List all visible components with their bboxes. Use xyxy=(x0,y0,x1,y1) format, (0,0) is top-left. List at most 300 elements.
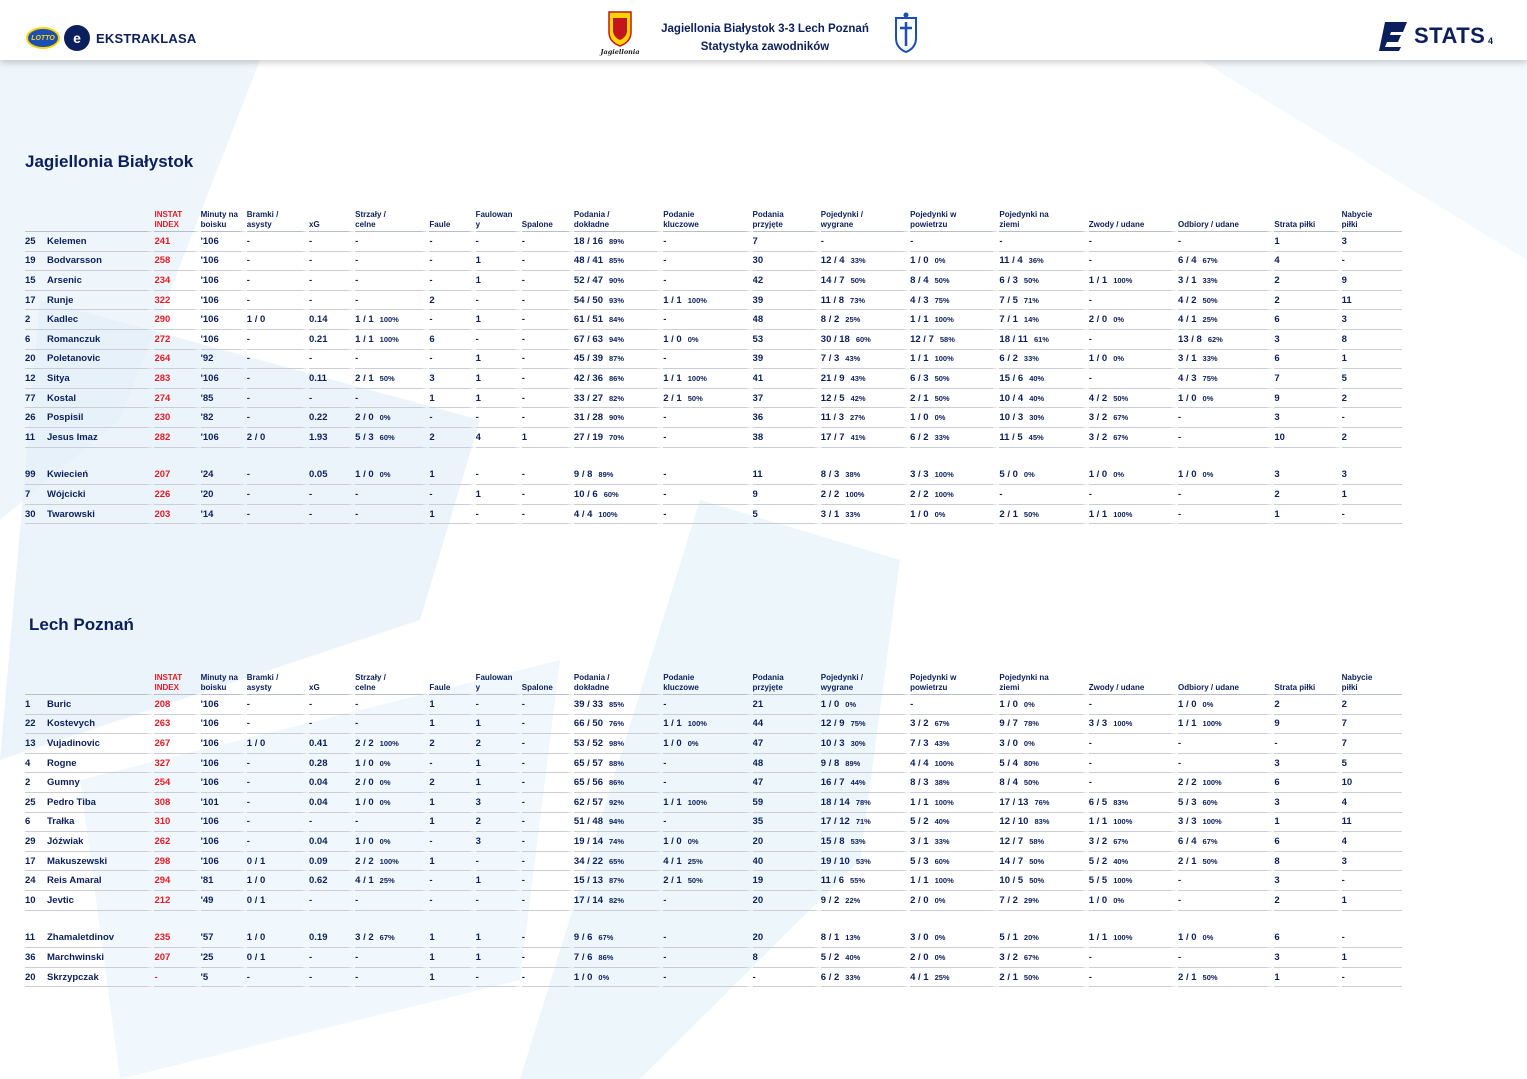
column-header xyxy=(753,208,821,232)
min-value: '106 xyxy=(200,855,219,867)
loss-cell xyxy=(1274,350,1341,370)
ground-cell xyxy=(999,271,1088,291)
xg-value: 0.19 xyxy=(309,932,328,944)
xg-value: 0.22 xyxy=(309,412,328,424)
home-player-stats-table xyxy=(25,208,1402,524)
ground-percent: 50% xyxy=(1029,856,1045,866)
key-value: - xyxy=(663,894,667,906)
recv-cell xyxy=(753,968,821,988)
drib-cell xyxy=(1089,369,1178,389)
duels-percent: 33% xyxy=(845,509,861,519)
player-name: Skrzypczak xyxy=(47,971,99,983)
passes-value: 65 / 57 xyxy=(573,757,603,769)
drib-value: 2 / 0 xyxy=(1088,314,1108,326)
index-cell xyxy=(154,813,200,833)
spacer-cell xyxy=(355,911,429,929)
recv-value: 35 xyxy=(752,816,764,828)
column-header xyxy=(522,208,574,232)
duels-cell xyxy=(821,310,910,330)
ground-cell xyxy=(999,773,1088,793)
passes-value: 66 / 50 xyxy=(573,718,603,730)
player-name: Jevtic xyxy=(47,894,74,906)
recov-cell xyxy=(1342,252,1402,272)
min-cell xyxy=(201,428,247,448)
recv-cell xyxy=(753,948,821,968)
offside-value: - xyxy=(521,816,525,828)
recv-cell xyxy=(753,852,821,872)
table-row xyxy=(25,310,1402,330)
fouled-cell xyxy=(476,408,522,428)
passes-cell xyxy=(574,485,663,505)
recv-value: 44 xyxy=(752,718,764,730)
player-name: Arsenic xyxy=(47,274,82,286)
column-header xyxy=(247,671,309,695)
column-header-label: Podania przyjęte xyxy=(752,210,784,229)
fouled-cell xyxy=(476,291,522,311)
duels-value: 7 / 3 xyxy=(820,353,840,365)
shots-cell xyxy=(355,695,429,715)
min-value: '92 xyxy=(200,353,214,365)
key-cell xyxy=(663,389,752,409)
air-percent: 40% xyxy=(934,817,950,827)
passes-cell xyxy=(574,291,663,311)
air-cell xyxy=(910,832,999,852)
tackles-value: 4 / 2 xyxy=(1178,294,1197,306)
column-header xyxy=(821,208,910,232)
player-name: Wójcicki xyxy=(47,488,86,500)
fouls-cell xyxy=(429,929,475,949)
min-cell xyxy=(201,754,247,774)
player-cell xyxy=(25,715,154,735)
loss-cell xyxy=(1274,734,1341,754)
tackles-cell xyxy=(1178,948,1274,968)
column-header-label: Faulowan y xyxy=(475,673,513,692)
shots-value: 2 / 0 xyxy=(355,412,374,424)
ga-value: 1 / 0 xyxy=(246,737,266,749)
recv-cell xyxy=(753,291,821,311)
ground-cell xyxy=(999,389,1088,409)
ga-cell xyxy=(247,232,309,252)
duels-percent: 41% xyxy=(850,432,866,442)
duels-cell xyxy=(821,291,910,311)
fouls-cell xyxy=(429,271,475,291)
offside-value: 1 xyxy=(521,431,528,443)
fouled-cell xyxy=(476,485,522,505)
air-percent: 100% xyxy=(934,758,954,768)
shots-value: 1 / 0 xyxy=(355,796,374,808)
duels-value: 11 / 8 xyxy=(820,294,845,306)
player-cell xyxy=(25,695,154,715)
drib-value: - xyxy=(1088,255,1092,267)
ground-value: 6 / 2 xyxy=(999,353,1018,365)
shots-percent: 100% xyxy=(379,334,399,344)
recv-value: 53 xyxy=(752,333,764,345)
air-percent: 50% xyxy=(934,393,950,403)
fouled-cell xyxy=(476,505,522,525)
drib-value: - xyxy=(1088,737,1092,749)
recov-cell xyxy=(1342,291,1402,311)
spacer-cell xyxy=(1274,448,1341,466)
column-header-label: Podania przyjęte xyxy=(752,673,784,692)
passes-value: 53 / 52 xyxy=(573,737,603,749)
loss-cell xyxy=(1274,310,1341,330)
loss-cell xyxy=(1274,369,1341,389)
xg-cell xyxy=(309,813,355,833)
air-cell xyxy=(910,773,999,793)
duels-percent: 25% xyxy=(845,315,861,325)
shots-cell xyxy=(355,734,429,754)
xg-cell xyxy=(309,695,355,715)
fouled-cell xyxy=(476,695,522,715)
player-name: Sitya xyxy=(47,372,70,384)
tackles-percent: 0% xyxy=(1202,470,1214,480)
lotto-logo: LOTTO xyxy=(26,27,60,49)
drib-value: - xyxy=(1088,971,1092,983)
shots-cell xyxy=(355,252,429,272)
player-number: 13 xyxy=(25,737,36,749)
player-number: 12 xyxy=(25,372,36,384)
fouled-cell xyxy=(476,466,522,486)
xg-value: 0.04 xyxy=(309,796,328,808)
passes-percent: 85% xyxy=(608,256,624,266)
offside-value: - xyxy=(521,777,525,789)
key-cell xyxy=(663,715,752,735)
table-row xyxy=(25,408,1402,428)
air-cell xyxy=(910,330,999,350)
passes-percent: 82% xyxy=(608,393,624,403)
shots-value: - xyxy=(355,235,359,247)
recov-cell xyxy=(1342,929,1402,949)
duels-value: 9 / 2 xyxy=(820,894,840,906)
offside-cell xyxy=(522,350,574,370)
ga-cell xyxy=(247,734,309,754)
index-cell xyxy=(154,852,200,872)
drib-cell xyxy=(1089,408,1178,428)
loss-value: 8 xyxy=(1274,855,1280,867)
ground-percent: 58% xyxy=(1029,836,1045,846)
index-cell xyxy=(154,271,200,291)
passes-percent: 76% xyxy=(608,719,624,729)
tackles-cell xyxy=(1178,505,1274,525)
drib-value: - xyxy=(1088,777,1092,789)
ground-cell xyxy=(999,291,1088,311)
xg-value: - xyxy=(309,971,313,983)
ground-percent: 83% xyxy=(1034,817,1050,827)
passes-cell xyxy=(574,310,663,330)
offside-cell xyxy=(522,793,574,813)
index-value: 207 xyxy=(154,951,171,963)
duels-value: 2 / 2 xyxy=(820,488,840,500)
air-cell xyxy=(910,715,999,735)
spacer-cell xyxy=(522,448,574,466)
min-value: '106 xyxy=(200,816,219,828)
ground-cell xyxy=(999,715,1088,735)
column-header-label: Odbiory / udane xyxy=(1178,220,1239,229)
player-name: Kwiecień xyxy=(47,469,89,481)
drib-percent: 0% xyxy=(1113,895,1125,905)
offside-value: - xyxy=(521,372,525,384)
key-cell xyxy=(663,734,752,754)
air-value: 2 / 2 xyxy=(910,488,929,500)
fouled-value: 1 xyxy=(475,777,481,789)
tackles-percent: 67% xyxy=(1202,836,1218,846)
ekstraklasa-logo xyxy=(26,25,196,51)
key-cell xyxy=(663,330,752,350)
player-name: Zhamaletdinov xyxy=(47,932,115,944)
duels-cell xyxy=(821,408,910,428)
drib-percent: 83% xyxy=(1113,797,1129,807)
tackles-value: 1 / 0 xyxy=(1178,698,1197,710)
shots-value: - xyxy=(355,816,359,828)
fouls-value: - xyxy=(429,314,433,326)
player-name: Marchwinski xyxy=(47,951,105,963)
min-value: '14 xyxy=(200,508,214,520)
ground-value: - xyxy=(999,488,1003,500)
column-header-label: Podanie kluczowe xyxy=(663,673,699,692)
min-cell xyxy=(201,271,247,291)
ga-value: - xyxy=(246,372,250,384)
ground-value: 9 / 7 xyxy=(999,718,1018,730)
drib-cell xyxy=(1089,252,1178,272)
ground-percent: 40% xyxy=(1029,393,1045,403)
player-number: 4 xyxy=(25,757,31,769)
air-cell xyxy=(910,291,999,311)
index-cell xyxy=(154,715,200,735)
player-name: Gumny xyxy=(47,777,80,789)
fouls-value: - xyxy=(429,255,433,267)
ga-cell xyxy=(247,408,309,428)
column-header xyxy=(1274,671,1341,695)
table-row xyxy=(25,948,1402,968)
fouled-value: - xyxy=(475,894,479,906)
tackles-cell xyxy=(1178,871,1274,891)
index-value: 234 xyxy=(154,274,171,286)
page-header xyxy=(0,0,1527,60)
drib-value: 5 / 2 xyxy=(1088,855,1108,867)
player-cell xyxy=(25,291,154,311)
duels-percent: 71% xyxy=(855,817,871,827)
duels-percent: 60% xyxy=(855,334,871,344)
player-name: Kostevych xyxy=(47,718,96,730)
air-cell xyxy=(910,929,999,949)
ga-cell xyxy=(247,968,309,988)
min-value: '106 xyxy=(200,235,219,247)
player-name: Makuszewski xyxy=(47,855,108,867)
recov-cell xyxy=(1342,428,1402,448)
air-value: 1 / 1 xyxy=(910,353,929,365)
key-value: - xyxy=(663,816,667,828)
passes-value: 34 / 22 xyxy=(573,855,603,867)
column-header xyxy=(429,671,475,695)
shots-cell xyxy=(355,505,429,525)
offside-cell xyxy=(522,852,574,872)
fouls-cell xyxy=(429,793,475,813)
tackles-cell xyxy=(1178,389,1274,409)
fouled-value: 4 xyxy=(475,431,481,443)
duels-cell xyxy=(821,330,910,350)
recov-value: 9 xyxy=(1341,274,1347,286)
duels-percent: 13% xyxy=(845,933,861,943)
air-cell xyxy=(910,793,999,813)
duels-cell xyxy=(821,754,910,774)
index-value: 310 xyxy=(154,816,171,828)
min-value: '106 xyxy=(200,255,219,267)
air-cell xyxy=(910,408,999,428)
key-percent: 100% xyxy=(687,373,707,383)
offside-cell xyxy=(522,871,574,891)
fouls-value: - xyxy=(429,835,433,847)
column-header-label: Podania / dokładne xyxy=(573,673,610,692)
fouls-cell xyxy=(429,948,475,968)
air-cell xyxy=(910,350,999,370)
min-cell xyxy=(201,485,247,505)
shots-value: 1 / 1 xyxy=(355,333,374,345)
key-cell xyxy=(663,271,752,291)
fouled-cell xyxy=(476,310,522,330)
table-row xyxy=(25,852,1402,872)
offside-cell xyxy=(522,232,574,252)
recov-cell xyxy=(1342,871,1402,891)
ground-cell xyxy=(999,466,1088,486)
duels-value: 1 / 0 xyxy=(820,698,840,710)
fouls-value: 1 xyxy=(429,392,435,404)
drib-value: - xyxy=(1088,294,1092,306)
duels-value: 12 / 4 xyxy=(820,255,845,267)
loss-value: 9 xyxy=(1274,392,1280,404)
recv-cell xyxy=(753,350,821,370)
air-cell xyxy=(910,754,999,774)
tackles-cell xyxy=(1178,695,1274,715)
ga-value: - xyxy=(246,294,250,306)
ga-value: - xyxy=(246,235,250,247)
loss-value: 2 xyxy=(1274,274,1280,286)
player-cell xyxy=(25,232,154,252)
team-title-home: Jagiellonia Białystok xyxy=(25,152,194,171)
spacer-cell xyxy=(355,448,429,466)
recov-cell xyxy=(1342,350,1402,370)
key-value: - xyxy=(663,488,667,500)
ground-percent: 50% xyxy=(1023,778,1039,788)
ga-cell xyxy=(247,715,309,735)
spacer-cell xyxy=(201,911,247,929)
fouled-value: 2 xyxy=(475,737,481,749)
air-percent: 100% xyxy=(934,489,954,499)
spacer-cell xyxy=(522,911,574,929)
air-cell xyxy=(910,695,999,715)
ga-value: - xyxy=(246,255,250,267)
table-row xyxy=(25,734,1402,754)
air-value: 3 / 2 xyxy=(910,718,929,730)
xg-cell xyxy=(309,734,355,754)
ground-percent: 50% xyxy=(1029,876,1045,886)
fouls-cell xyxy=(429,485,475,505)
shots-cell xyxy=(355,832,429,852)
recv-value: 20 xyxy=(752,894,764,906)
ground-percent: 20% xyxy=(1023,933,1039,943)
player-number: 10 xyxy=(25,894,36,906)
player-cell xyxy=(25,428,154,448)
player-cell xyxy=(25,389,154,409)
offside-cell xyxy=(522,948,574,968)
air-percent: 75% xyxy=(934,295,950,305)
key-value: - xyxy=(663,971,667,983)
table-row xyxy=(25,813,1402,833)
shots-value: - xyxy=(355,392,359,404)
duels-cell xyxy=(821,773,910,793)
recov-cell xyxy=(1342,813,1402,833)
tackles-percent: 75% xyxy=(1202,373,1218,383)
passes-percent: 84% xyxy=(608,315,624,325)
air-cell xyxy=(910,389,999,409)
loss-cell xyxy=(1274,929,1341,949)
xg-cell xyxy=(309,948,355,968)
ground-value: 17 / 13 xyxy=(999,796,1029,808)
index-value: - xyxy=(154,971,158,983)
passes-percent: 100% xyxy=(598,509,618,519)
ground-cell xyxy=(999,852,1088,872)
xg-value: 0.41 xyxy=(309,737,328,749)
ground-value: 18 / 11 xyxy=(999,333,1028,345)
player-name: Jesus Imaz xyxy=(47,431,98,443)
ground-percent: 29% xyxy=(1023,895,1039,905)
ga-value: 1 / 0 xyxy=(246,875,266,887)
offside-cell xyxy=(522,369,574,389)
passes-cell xyxy=(574,832,663,852)
player-name: Kostal xyxy=(47,392,77,404)
player-cell xyxy=(25,505,154,525)
player-number: 15 xyxy=(25,274,36,286)
table-row xyxy=(25,968,1402,988)
loss-value: 3 xyxy=(1274,875,1280,887)
player-cell xyxy=(25,852,154,872)
key-cell xyxy=(663,505,752,525)
key-value: - xyxy=(663,255,667,267)
key-value: 2 / 1 xyxy=(663,392,682,404)
recv-cell xyxy=(753,929,821,949)
ga-cell xyxy=(247,891,309,911)
duels-value: 17 / 7 xyxy=(820,431,845,443)
tackles-cell xyxy=(1178,310,1274,330)
column-header xyxy=(1089,671,1178,695)
tackles-cell xyxy=(1178,754,1274,774)
drib-value: 3 / 2 xyxy=(1088,412,1108,424)
fouls-value: 2 xyxy=(429,294,435,306)
offside-value: - xyxy=(521,294,525,306)
player-name: Kadlec xyxy=(47,314,79,326)
xg-cell xyxy=(309,505,355,525)
column-header-label: Spalone xyxy=(521,220,553,229)
table-row xyxy=(25,291,1402,311)
away-player-stats-table xyxy=(25,671,1402,987)
ga-cell xyxy=(247,369,309,389)
tackles-value: - xyxy=(1178,757,1182,769)
duels-percent: 53% xyxy=(855,856,871,866)
shots-value: 5 / 3 xyxy=(355,431,374,443)
ground-cell xyxy=(999,350,1088,370)
index-value: 212 xyxy=(154,894,171,906)
tackles-cell xyxy=(1178,330,1274,350)
ga-value: 0 / 1 xyxy=(246,951,266,963)
player-number: 29 xyxy=(25,835,36,847)
key-cell xyxy=(663,350,752,370)
player-name: Runje xyxy=(47,294,74,306)
ground-cell xyxy=(999,968,1088,988)
fouls-cell xyxy=(429,871,475,891)
section-spacer xyxy=(25,448,1402,466)
ground-percent: 71% xyxy=(1023,295,1039,305)
offside-value: - xyxy=(521,718,525,730)
fouled-value: 3 xyxy=(475,835,481,847)
